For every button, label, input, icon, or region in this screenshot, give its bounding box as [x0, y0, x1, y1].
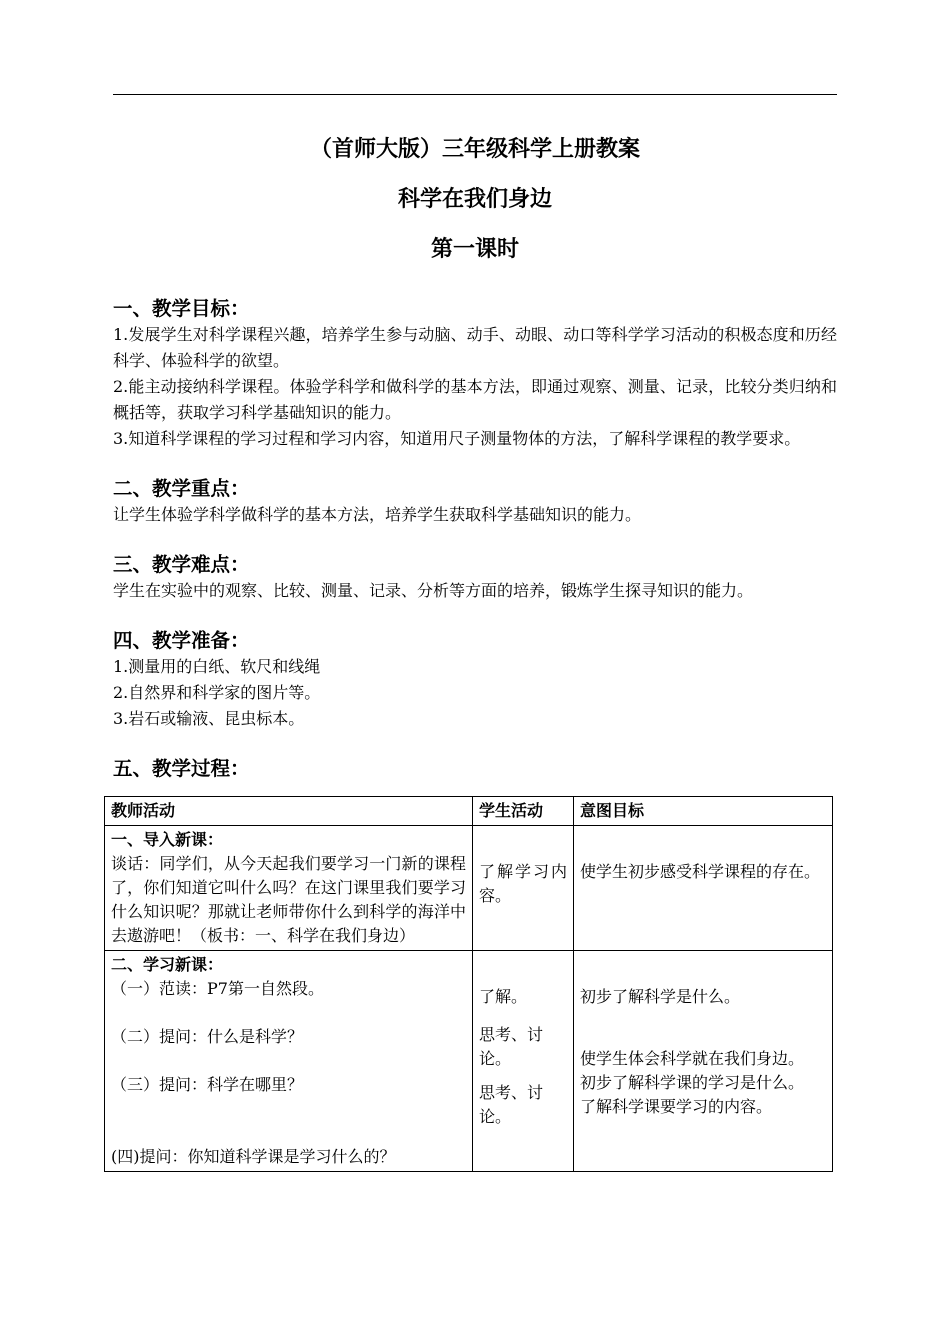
lesson-topic: 科学在我们身边 — [397, 186, 552, 212]
difficulties-heading: 三、教学难点： — [113, 553, 250, 576]
objective-item: 1.发展学生对科学课程兴趣，培养学生参与动脑、动手、动眼、动口等科学学习活动的积极态度和历经科学、体验科学的欲望。 — [113, 325, 837, 370]
document-title: （首师大版）三年级科学上册教案 — [309, 136, 640, 162]
objectives-heading: 一、教学目标： — [113, 297, 250, 320]
student-item: 思考、讨论。 — [479, 1025, 544, 1068]
process-heading: 五、教学过程： — [113, 757, 250, 780]
goal-item: 初步了解科学课的学习是什么。 — [580, 1073, 805, 1092]
goal-item: 使学生体会科学就在我们身边。 — [580, 1049, 805, 1068]
student-cell — [473, 951, 574, 1172]
goal-cell — [574, 826, 833, 951]
teacher-item: （二）提问：什么是科学？ — [111, 1027, 304, 1046]
teacher-text: 谈话：同学们，从今天起我们要学习一门新的课程了，你们知道它叫什么吗？在这门课里我们要学习什么知识呢？那就让老师带你什么到科学的海洋中去遨游吧！（板书：一、科学在我们身边） — [111, 854, 466, 945]
preparation-item: 3.岩石或输液、昆虫标本。 — [113, 709, 305, 728]
student-item: 了解。 — [479, 987, 528, 1006]
process-table-wrapper — [104, 796, 832, 1172]
key-points-heading: 二、教学重点： — [113, 477, 250, 500]
process-table — [104, 796, 833, 1172]
goal-item: 了解科学课要学习的内容。 — [580, 1097, 773, 1116]
student-item: 思考、讨论。 — [479, 1083, 544, 1126]
row-title: 二、学习新课： — [111, 955, 224, 974]
lesson-body — [113, 296, 837, 782]
key-points-text: 让学生体验学科学做科学的基本方法，培养学生获取科学基础知识的能力。 — [113, 505, 642, 524]
difficulties-text: 学生在实验中的观察、比较、测量、记录、分析等方面的培养，锻炼学生探寻知识的能力。 — [113, 581, 754, 600]
table-header-row — [105, 797, 833, 826]
teacher-cell — [105, 826, 473, 951]
objective-item: 3.知道科学课程的学习过程和学习内容，知道用尺子测量物体的方法，了解科学课程的教学要求。 — [113, 429, 801, 448]
goal-item: 初步了解科学是什么。 — [580, 987, 741, 1006]
row-title: 一、导入新课： — [111, 830, 224, 849]
teacher-item: (四)提问：你知道科学课是学习什么的？ — [111, 1147, 396, 1166]
preparation-heading: 四、教学准备： — [113, 629, 250, 652]
goal-cell — [574, 951, 833, 1172]
preparation-item: 2.自然界和科学家的图片等。 — [113, 683, 321, 702]
header-rule — [113, 94, 837, 95]
goal-text: 使学生初步感受科学课程的存在。 — [580, 862, 821, 881]
column-header-goal: 意图目标 — [574, 797, 833, 826]
preparation-item: 1.测量用的白纸、软尺和线绳 — [113, 657, 321, 676]
student-text: 了解学习内容。 — [479, 862, 567, 905]
teacher-cell — [105, 951, 473, 1172]
lesson-period: 第一课时 — [430, 236, 519, 262]
table-row — [105, 826, 833, 951]
teacher-item: （三）提问：科学在哪里？ — [111, 1075, 304, 1094]
teacher-item: （一）范读：P7第一自然段。 — [111, 979, 324, 998]
table-row — [105, 951, 833, 1172]
student-cell — [473, 826, 574, 951]
objective-item: 2.能主动接纳科学课程。体验学科学和做科学的基本方法，即通过观察、测量、记录，比较分类归纳和概括等，获取学习科学基础知识的能力。 — [113, 377, 837, 422]
column-header-teacher: 教师活动 — [105, 797, 473, 826]
column-header-student: 学生活动 — [473, 797, 574, 826]
